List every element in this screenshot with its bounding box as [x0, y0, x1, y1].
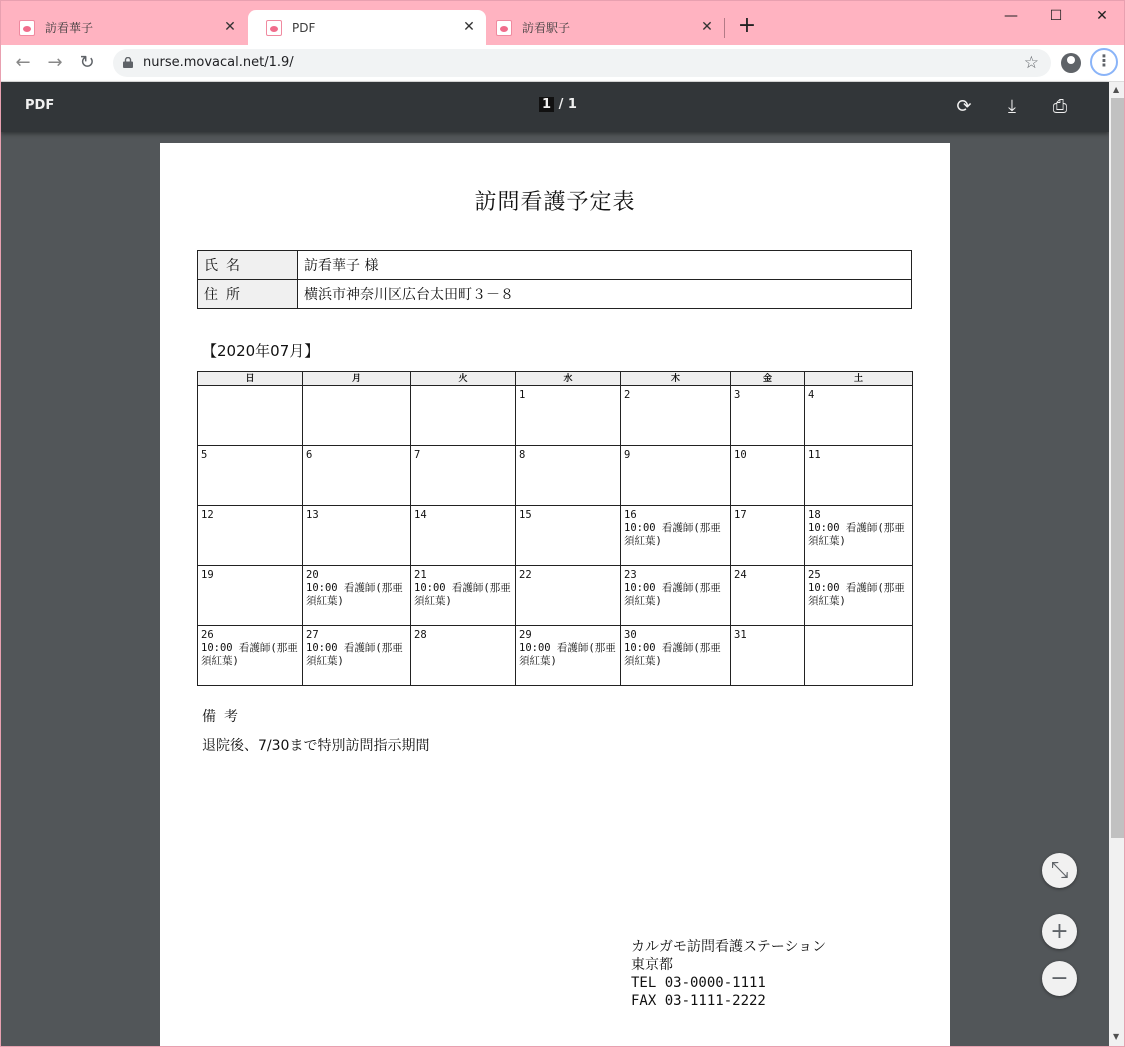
- weekday-header: 金: [731, 372, 805, 386]
- calendar-body: [198, 386, 913, 686]
- calendar-day-cell: [805, 566, 913, 626]
- station-fax: FAX 03-1111-2222: [631, 993, 766, 1009]
- calendar-day-cell: [516, 566, 621, 626]
- visit-entry: 10:00 看護師(那亜須紅葉): [808, 522, 905, 547]
- day-number: 13: [306, 509, 319, 521]
- weekday-header: 木: [621, 372, 731, 386]
- name-value: 訪看華子 様: [298, 251, 912, 280]
- calendar-day-cell: [303, 566, 411, 626]
- new-tab-button[interactable]: +: [737, 13, 757, 38]
- weekday-header: 日: [198, 372, 303, 386]
- calendar-day-cell: [303, 386, 411, 446]
- tab-pdf[interactable]: [248, 10, 486, 45]
- visit-entry: 10:00 看護師(那亜須紅葉): [808, 582, 905, 607]
- weekday-header-row: [198, 372, 913, 386]
- tab-title: 訪看華子: [45, 21, 94, 35]
- weekday-header: 水: [516, 372, 621, 386]
- calendar-day-cell: [805, 626, 913, 686]
- calendar-day-cell: [516, 626, 621, 686]
- station-tel: TEL 03-0000-1111: [631, 975, 766, 991]
- weekday-header: 火: [411, 372, 516, 386]
- calendar-day-cell: [198, 626, 303, 686]
- calendar-day-cell: [411, 386, 516, 446]
- calendar-day-cell: [411, 626, 516, 686]
- day-number: 12: [201, 509, 214, 521]
- calendar-table: [197, 371, 913, 686]
- calendar-week-row: [198, 566, 913, 626]
- visit-entry: 10:00 看護師(那亜須紅葉): [306, 582, 403, 607]
- tab-close-icon[interactable]: ✕: [701, 19, 713, 35]
- station-footer: [631, 938, 826, 1010]
- day-number: 25: [808, 569, 821, 581]
- visit-entry: 10:00 看護師(那亜須紅葉): [519, 642, 616, 667]
- day-number: 30: [624, 629, 637, 641]
- maximize-button[interactable]: ☐: [1049, 8, 1063, 24]
- day-number: 26: [201, 629, 214, 641]
- lock-icon: [123, 57, 133, 68]
- visit-entry: 10:00 看護師(那亜須紅葉): [414, 582, 511, 607]
- calendar-day-cell: [198, 566, 303, 626]
- weekday-header: 土: [805, 372, 913, 386]
- document-title: 訪問看護予定表: [474, 190, 636, 215]
- day-number: 14: [414, 509, 427, 521]
- name-label: 氏名: [198, 251, 298, 280]
- calendar-day-cell: [621, 446, 731, 506]
- page-total: 1: [567, 97, 577, 112]
- pdf-viewer: [1, 82, 1109, 1047]
- minimize-button[interactable]: —: [1004, 8, 1018, 24]
- calendar-day-cell: [731, 446, 805, 506]
- calendar-day-cell: [731, 506, 805, 566]
- weekday-header: 月: [303, 372, 411, 386]
- tab-houkan-hanako[interactable]: [1, 10, 247, 45]
- bookmark-star-icon[interactable]: ☆: [1023, 53, 1039, 73]
- tab-separator: [724, 18, 725, 38]
- day-number: 4: [808, 389, 815, 401]
- forward-button[interactable]: →: [47, 52, 63, 73]
- day-number: 10: [734, 449, 747, 461]
- calendar-day-cell: [411, 506, 516, 566]
- remarks-text: 退院後、7/30まで特別訪問指示期間: [202, 738, 430, 754]
- day-number: 17: [734, 509, 747, 521]
- station-prefecture: 東京都: [631, 957, 673, 973]
- day-number: 11: [808, 449, 821, 461]
- day-number: 22: [519, 569, 532, 581]
- calendar-week-row: [198, 446, 913, 506]
- calendar-day-cell: [805, 446, 913, 506]
- day-number: 29: [519, 629, 532, 641]
- calendar-day-cell: [731, 566, 805, 626]
- day-number: 31: [734, 629, 747, 641]
- calendar-day-cell: [621, 626, 731, 686]
- account-icon[interactable]: [1061, 53, 1081, 73]
- site-favicon-icon: [496, 20, 512, 36]
- site-favicon-icon: [266, 20, 282, 36]
- pdf-title: PDF: [25, 98, 55, 113]
- print-icon[interactable]: ⎙: [1052, 96, 1068, 117]
- day-number: 8: [519, 449, 526, 461]
- day-number: 2: [624, 389, 631, 401]
- calendar-day-cell: [411, 446, 516, 506]
- day-number: 1: [519, 389, 526, 401]
- calendar-day-cell: [303, 506, 411, 566]
- day-number: 5: [201, 449, 208, 461]
- url-text: nurse.movacal.net/1.9/: [143, 55, 294, 70]
- calendar-day-cell: [805, 506, 913, 566]
- day-number: 20: [306, 569, 319, 581]
- day-number: 28: [414, 629, 427, 641]
- tab-title: 訪看駅子: [522, 21, 571, 35]
- day-number: 16: [624, 509, 637, 521]
- page-indicator: [539, 97, 577, 112]
- patient-info-table: [197, 250, 912, 309]
- download-icon[interactable]: ⤓: [1008, 96, 1016, 117]
- day-number: 19: [201, 569, 214, 581]
- tab-title: PDF: [292, 20, 316, 35]
- calendar-day-cell: [731, 626, 805, 686]
- page-separator: /: [558, 97, 564, 112]
- day-number: 18: [808, 509, 821, 521]
- fit-page-icon[interactable]: ⤡: [1042, 853, 1077, 888]
- calendar-day-cell: [303, 626, 411, 686]
- address-label: 住所: [198, 280, 298, 309]
- pdf-toolbar: [1, 82, 1109, 132]
- zoom-out-button[interactable]: −: [1042, 961, 1077, 996]
- calendar-day-cell: [516, 386, 621, 446]
- calendar-day-cell: [411, 566, 516, 626]
- calendar-day-cell: [198, 386, 303, 446]
- visit-entry: 10:00 看護師(那亜須紅葉): [624, 582, 721, 607]
- calendar-week-row: [198, 626, 913, 686]
- calendar-day-cell: [303, 446, 411, 506]
- site-favicon-icon: [19, 20, 35, 36]
- zoom-in-button[interactable]: +: [1042, 914, 1077, 949]
- calendar-day-cell: [621, 386, 731, 446]
- window-close-button[interactable]: ✕: [1096, 8, 1108, 24]
- reload-button[interactable]: ↻: [79, 52, 95, 73]
- calendar-day-cell: [731, 386, 805, 446]
- scroll-down-icon[interactable]: ▼: [1113, 1032, 1120, 1041]
- calendar-week-row: [198, 386, 913, 446]
- day-number: 9: [624, 449, 631, 461]
- page-number-input[interactable]: 1: [539, 97, 554, 112]
- browser-toolbar: [1, 45, 1125, 82]
- visit-entry: 10:00 看護師(那亜須紅葉): [306, 642, 403, 667]
- day-number: 6: [306, 449, 313, 461]
- browser-menu-icon[interactable]: ⋮: [1090, 48, 1118, 76]
- info-row-address: [198, 280, 912, 309]
- scrollbar-thumb[interactable]: [1111, 98, 1124, 838]
- rotate-icon[interactable]: ⟳: [956, 96, 972, 117]
- tab-houkan-ekiko[interactable]: [478, 10, 724, 45]
- visit-entry: 10:00 看護師(那亜須紅葉): [624, 522, 721, 547]
- info-row-name: [198, 251, 912, 280]
- calendar-day-cell: [198, 506, 303, 566]
- day-number: 7: [414, 449, 421, 461]
- month-label: 【2020年07月】: [202, 342, 320, 360]
- calendar-day-cell: [621, 566, 731, 626]
- day-number: 23: [624, 569, 637, 581]
- tab-strip: [1, 1, 1125, 45]
- calendar-week-row: [198, 506, 913, 566]
- calendar-day-cell: [516, 506, 621, 566]
- calendar-day-cell: [198, 446, 303, 506]
- tab-close-icon[interactable]: ✕: [224, 19, 236, 35]
- visit-entry: 10:00 看護師(那亜須紅葉): [201, 642, 298, 667]
- calendar-day-cell: [805, 386, 913, 446]
- address-bar[interactable]: [113, 49, 1051, 77]
- tab-close-icon[interactable]: ✕: [463, 19, 475, 35]
- day-number: 15: [519, 509, 532, 521]
- calendar-day-cell: [516, 446, 621, 506]
- address-value: 横浜市神奈川区広台太田町３－８: [298, 280, 912, 309]
- calendar-day-cell: [621, 506, 731, 566]
- station-name: カルガモ訪問看護ステーション: [631, 939, 827, 955]
- scrollbar[interactable]: [1109, 82, 1125, 1047]
- day-number: 24: [734, 569, 747, 581]
- scroll-up-icon[interactable]: ▲: [1113, 85, 1120, 94]
- day-number: 3: [734, 389, 741, 401]
- back-button[interactable]: ←: [15, 52, 31, 73]
- visit-entry: 10:00 看護師(那亜須紅葉): [624, 642, 721, 667]
- remarks-label: 備考: [202, 709, 246, 725]
- pdf-page: [160, 143, 950, 1047]
- day-number: 27: [306, 629, 319, 641]
- day-number: 21: [414, 569, 427, 581]
